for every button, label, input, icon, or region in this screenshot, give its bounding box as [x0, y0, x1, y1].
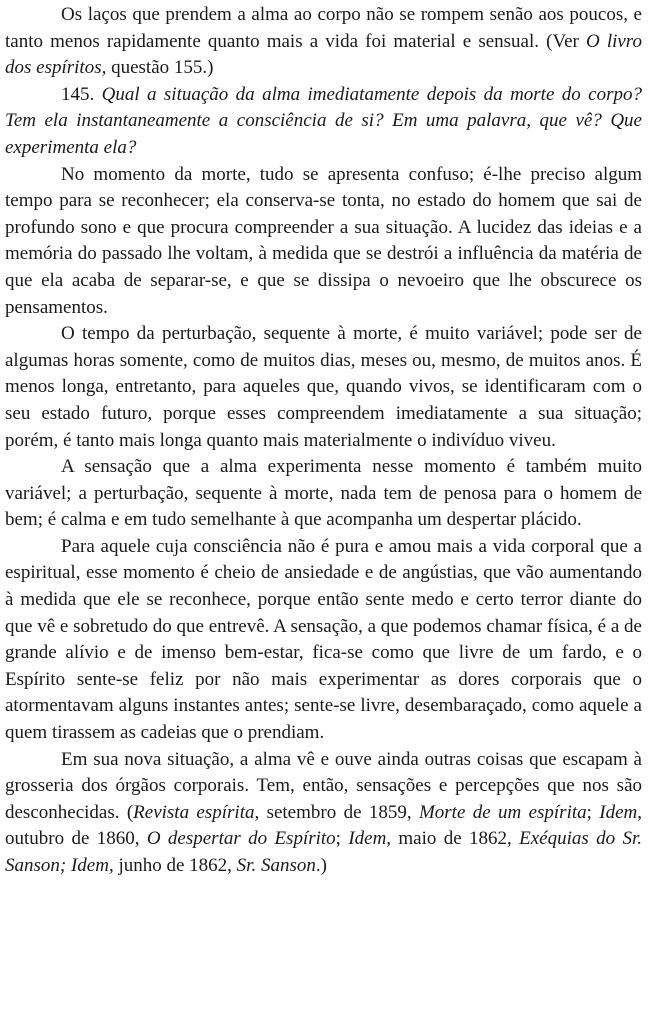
- paragraph-text: Em sua nova situação, a alma vê e ouve ainda outras coisas que escapam à grosseria dos órgãos corporais. Tem, então, sensações e percepções que nos são desconhecidas. (: [5, 748, 642, 823]
- reference-title: Sr. Sanson: [236, 855, 316, 876]
- reference-title: O despertar do Espírito: [146, 828, 336, 850]
- paragraph-sensation: [5, 454, 642, 534]
- question-145: [5, 82, 642, 162]
- paragraph-text: Para aquele cuja consciência não é pura e amou mais a vida corporal que a espiritual, esse momento é cheio de ansiedade e de angústias, que vão aumentando à medida que ele se reconhece, porque então sente medo e certo terror diante do que vê e sobretudo do que entrevê. A sensação, a que podemos chamar física, é a de grande alívio e de imenso bem-estar, fica-se como que livre de um fardo, e o Espírito sente-se feliz por não mais experimentar as dores corporais que o atormentavam alguns instantes antes; sente-se livre, desembaraçado, como aquele a quem tirassem as cadeias que o prendiam.: [5, 535, 642, 744]
- reference-title: Idem,: [348, 828, 392, 850]
- paragraph-impure-conscience: [5, 534, 642, 747]
- question-number: 145.: [61, 83, 95, 105]
- paragraph-text: A sensação que a alma experimenta nesse momento é também muito variável; a perturbação, sequente à morte, nada tem de penosa para o homem de bem; é calma e em tudo semelhante à que acompanha um despertar plácido.: [5, 456, 642, 531]
- book-title-reference: O livro dos espíritos: [5, 30, 642, 79]
- document-page: [5, 2, 642, 880]
- paragraph-soul-body-bonds: [5, 2, 642, 82]
- paragraph-text: No momento da morte, tudo se apresenta confuso; é-lhe preciso algum tempo para se reconhecer; ela conserva-se tonta, no estado do homem que sai de profundo sono e que procura compreender a sua situação. A lucidez das ideias e a memória do passado lhe voltam, à medida que se destrói a influência da matéria de que ela acaba de separar-se, e que se dissipa o nevoeiro que lhe obscurece os pensamentos.: [5, 163, 642, 318]
- paragraph-time-of-perturbation: [5, 321, 642, 454]
- paragraph-text: , setembro de 1859,: [254, 801, 419, 823]
- reference-title: Idem: [599, 801, 638, 823]
- question-text: Qual a situação da alma imediatamente depois da morte do corpo? Tem ela instantaneamente a consciência de si? Em uma palavra, que vê? Que experimenta ela?: [5, 83, 642, 158]
- reference-title: Exéquias do Sr. Sanson; Idem: [5, 828, 643, 876]
- paragraph-text: , questão 155.): [101, 57, 214, 79]
- reference-title: Revista espírita: [133, 801, 255, 823]
- reference-title: Morte de um espírita: [418, 801, 587, 823]
- paragraph-new-situation: [5, 747, 642, 880]
- paragraph-text: O tempo da perturbação, sequente à morte, é muito variável; pode ser de algumas horas somente, como de muitos dias, meses ou, mesmo, de muitos anos. É menos longa, entretanto, para aqueles que, quando vivos, se identificaram com o seu estado futuro, porque esses compreendem imediatamente a sua situação; porém, é tanto mais longa quanto mais materialmente o indivíduo viveu.: [5, 323, 642, 451]
- paragraph-text: maio de 1862,: [391, 828, 520, 850]
- paragraph-text: Os laços que prendem a alma ao corpo não se rompem senão aos poucos, e tanto menos rapidamente quanto mais a vida foi material e sensual. (Ver: [5, 4, 642, 52]
- paragraph-text: ;: [335, 828, 349, 850]
- paragraph-text: , junho de 1862,: [108, 855, 237, 876]
- paragraph-moment-of-death: [5, 162, 642, 322]
- paragraph-text: ;: [586, 801, 600, 823]
- paragraph-text: .): [315, 855, 327, 876]
- paragraph-text: , outubro de 1860,: [5, 801, 642, 850]
